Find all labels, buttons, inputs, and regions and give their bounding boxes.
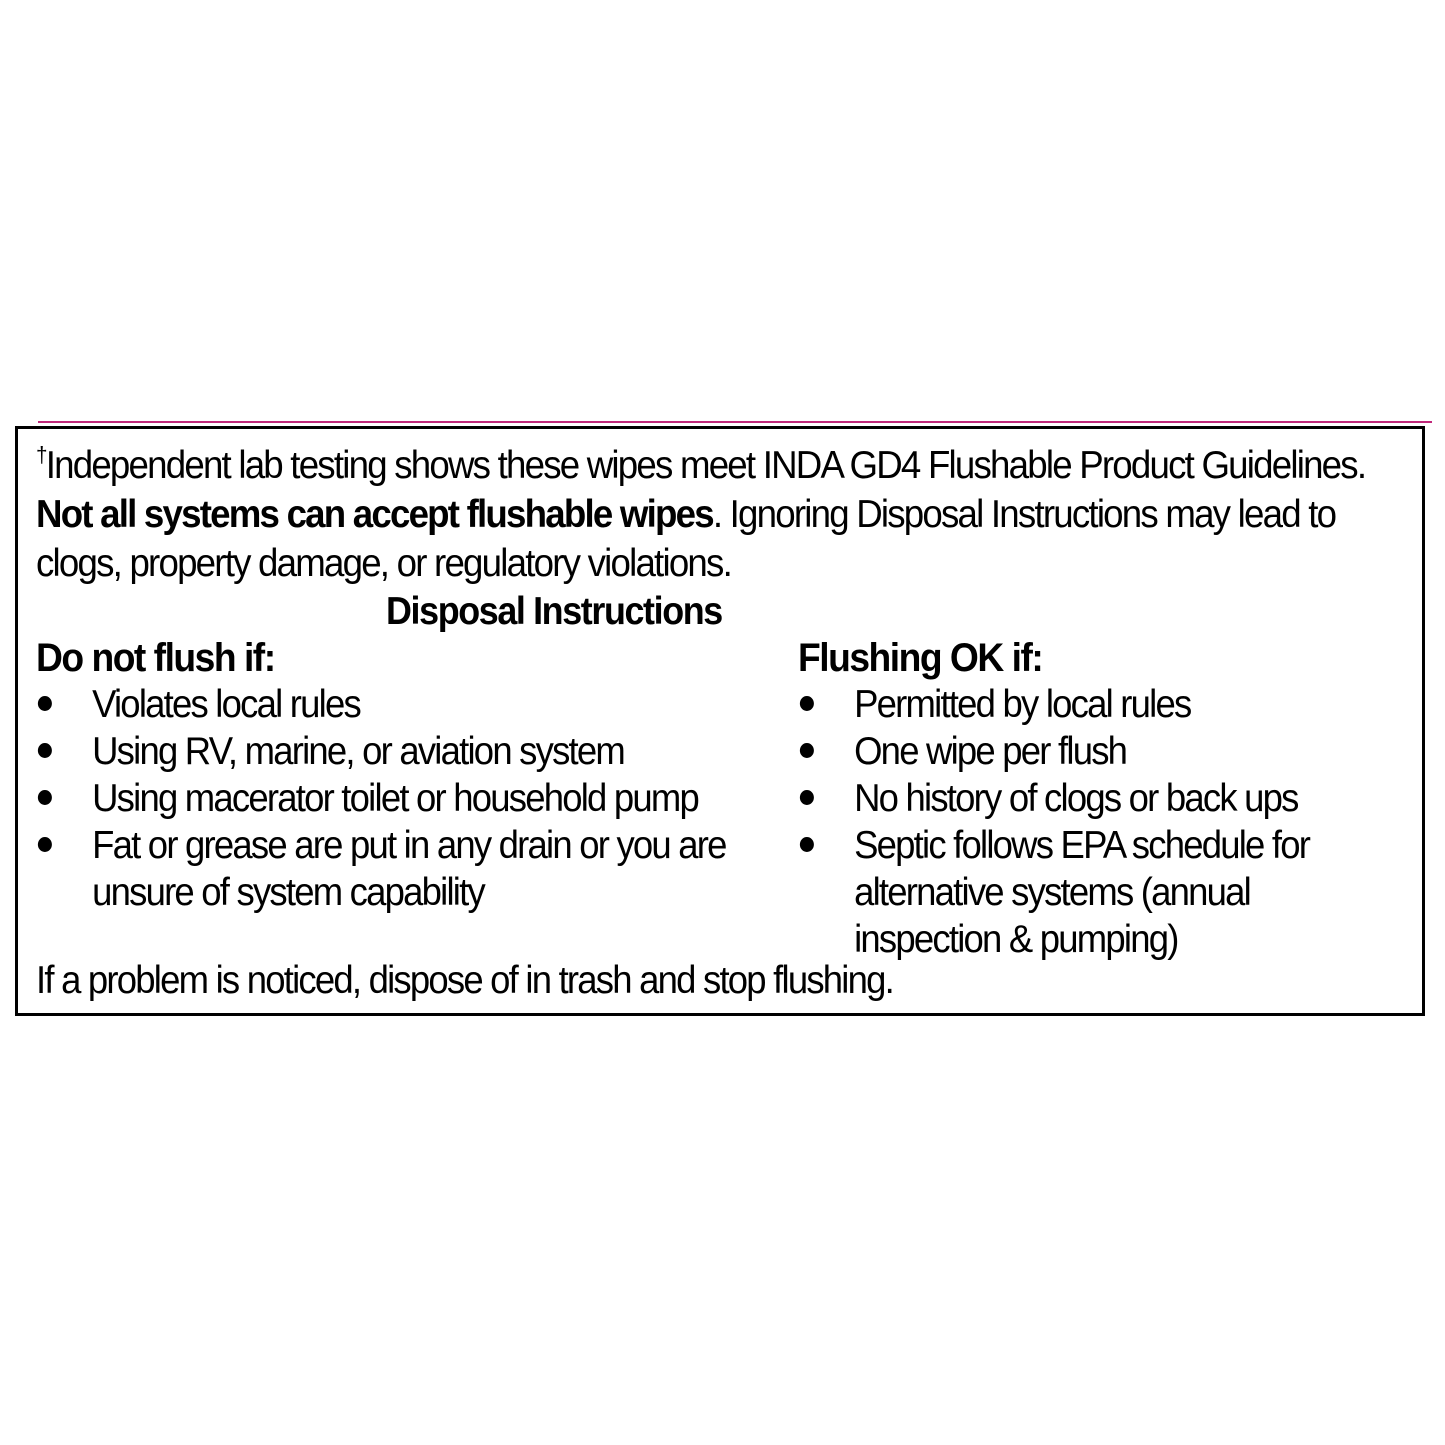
dagger-mark: †: [36, 442, 46, 467]
bullet-icon: [800, 696, 814, 711]
bullet-icon: [800, 837, 814, 852]
list-item: Using RV, marine, or aviation system: [36, 728, 803, 775]
do-not-flush-heading: Do not flush if:: [36, 636, 275, 680]
bullet-icon: [38, 790, 52, 805]
intro-bold-warning: Not all systems can accept flushable wipes: [36, 493, 713, 536]
flushing-ok-list: [798, 681, 1438, 963]
intro-paragraph: [36, 441, 1390, 588]
list-item: One wipe per flush: [798, 728, 1378, 775]
do-not-flush-list: [36, 681, 796, 916]
list-item: Septic follows EPA schedule for alternative systems (annual inspection & pumping): [798, 822, 1359, 963]
footer-note: If a problem is noticed, dispose of in trash and stop flushing.: [36, 959, 893, 1002]
disposal-label-box: [15, 426, 1425, 1016]
bullet-icon: [38, 743, 52, 758]
list-item: Fat or grease are put in any drain or you are unsure of system capability: [36, 822, 747, 916]
bullet-icon: [800, 790, 814, 805]
bullet-icon: [38, 696, 52, 711]
flushing-ok-heading: Flushing OK if:: [798, 636, 1043, 680]
bullet-icon: [38, 837, 52, 852]
disposal-instructions-title: Disposal Instructions: [386, 590, 722, 633]
intro-text-1: Independent lab testing shows these wipes meet INDA GD4 Flushable Product Guidelines.: [45, 444, 1366, 487]
instruction-columns: [36, 635, 1406, 965]
intro-text-2: . Ignoring Disposal Instructions may lead to clogs, property damage, or regulatory violations.: [36, 493, 1336, 585]
top-accent-rule: [38, 421, 1432, 423]
list-item: Violates local rules: [36, 681, 803, 728]
bullet-icon: [800, 743, 814, 758]
list-item: Using macerator toilet or household pump: [36, 775, 803, 822]
list-item: Permitted by local rules: [798, 681, 1378, 728]
list-item: No history of clogs or back ups: [798, 775, 1378, 822]
do-not-flush-column: [36, 635, 796, 916]
flushing-ok-column: [798, 635, 1438, 963]
